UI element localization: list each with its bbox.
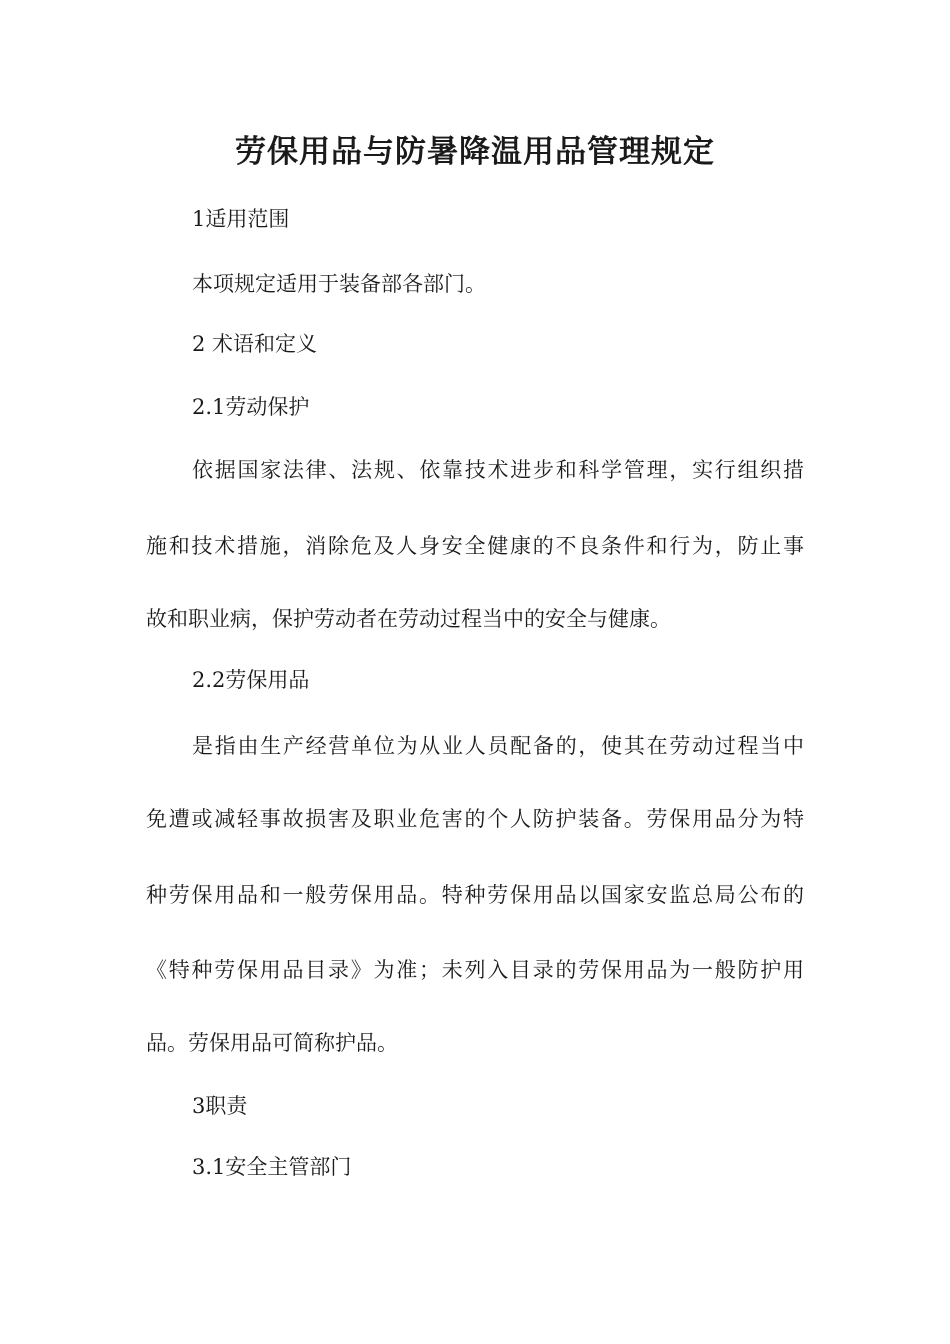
paragraph-labor-protection-line-1: 依据国家法律、法规、依靠技术进步和科学管理，实行组织措: [192, 458, 804, 482]
section-heading-responsibilities: 3职责: [192, 1094, 248, 1118]
paragraph-ppe-line-5: 品。劳保用品可简称护品。: [146, 1031, 398, 1055]
paragraph-ppe-line-2: 免遭或减轻事故损害及职业危害的个人防护装备。劳保用品分为特: [146, 807, 804, 831]
subsection-heading-safety-department: 3.1安全主管部门: [192, 1155, 352, 1179]
paragraph-ppe-line-1: 是指由生产经营单位为从业人员配备的，使其在劳动过程当中: [192, 734, 804, 758]
section-heading-scope: 1适用范围: [192, 207, 290, 231]
subsection-heading-labor-protection: 2.1劳动保护: [192, 395, 310, 419]
subsection-heading-ppe: 2.2劳保用品: [192, 668, 310, 692]
paragraph-scope: 本项规定适用于装备部各部门。: [192, 272, 486, 296]
paragraph-labor-protection-line-2: 施和技术措施，消除危及人身安全健康的不良条件和行为，防止事: [146, 534, 804, 558]
paragraph-labor-protection-line-3: 故和职业病，保护劳动者在劳动过程当中的安全与健康。: [146, 607, 671, 631]
section-heading-terms: 2 术语和定义: [192, 332, 318, 356]
paragraph-ppe-line-3: 种劳保用品和一般劳保用品。特种劳保用品以国家安监总局公布的: [146, 883, 804, 907]
paragraph-ppe-line-4: 《特种劳保用品目录》为准；未列入目录的劳保用品为一般防护用: [146, 958, 804, 982]
document-title: 劳保用品与防暑降温用品管理规定: [235, 134, 715, 170]
